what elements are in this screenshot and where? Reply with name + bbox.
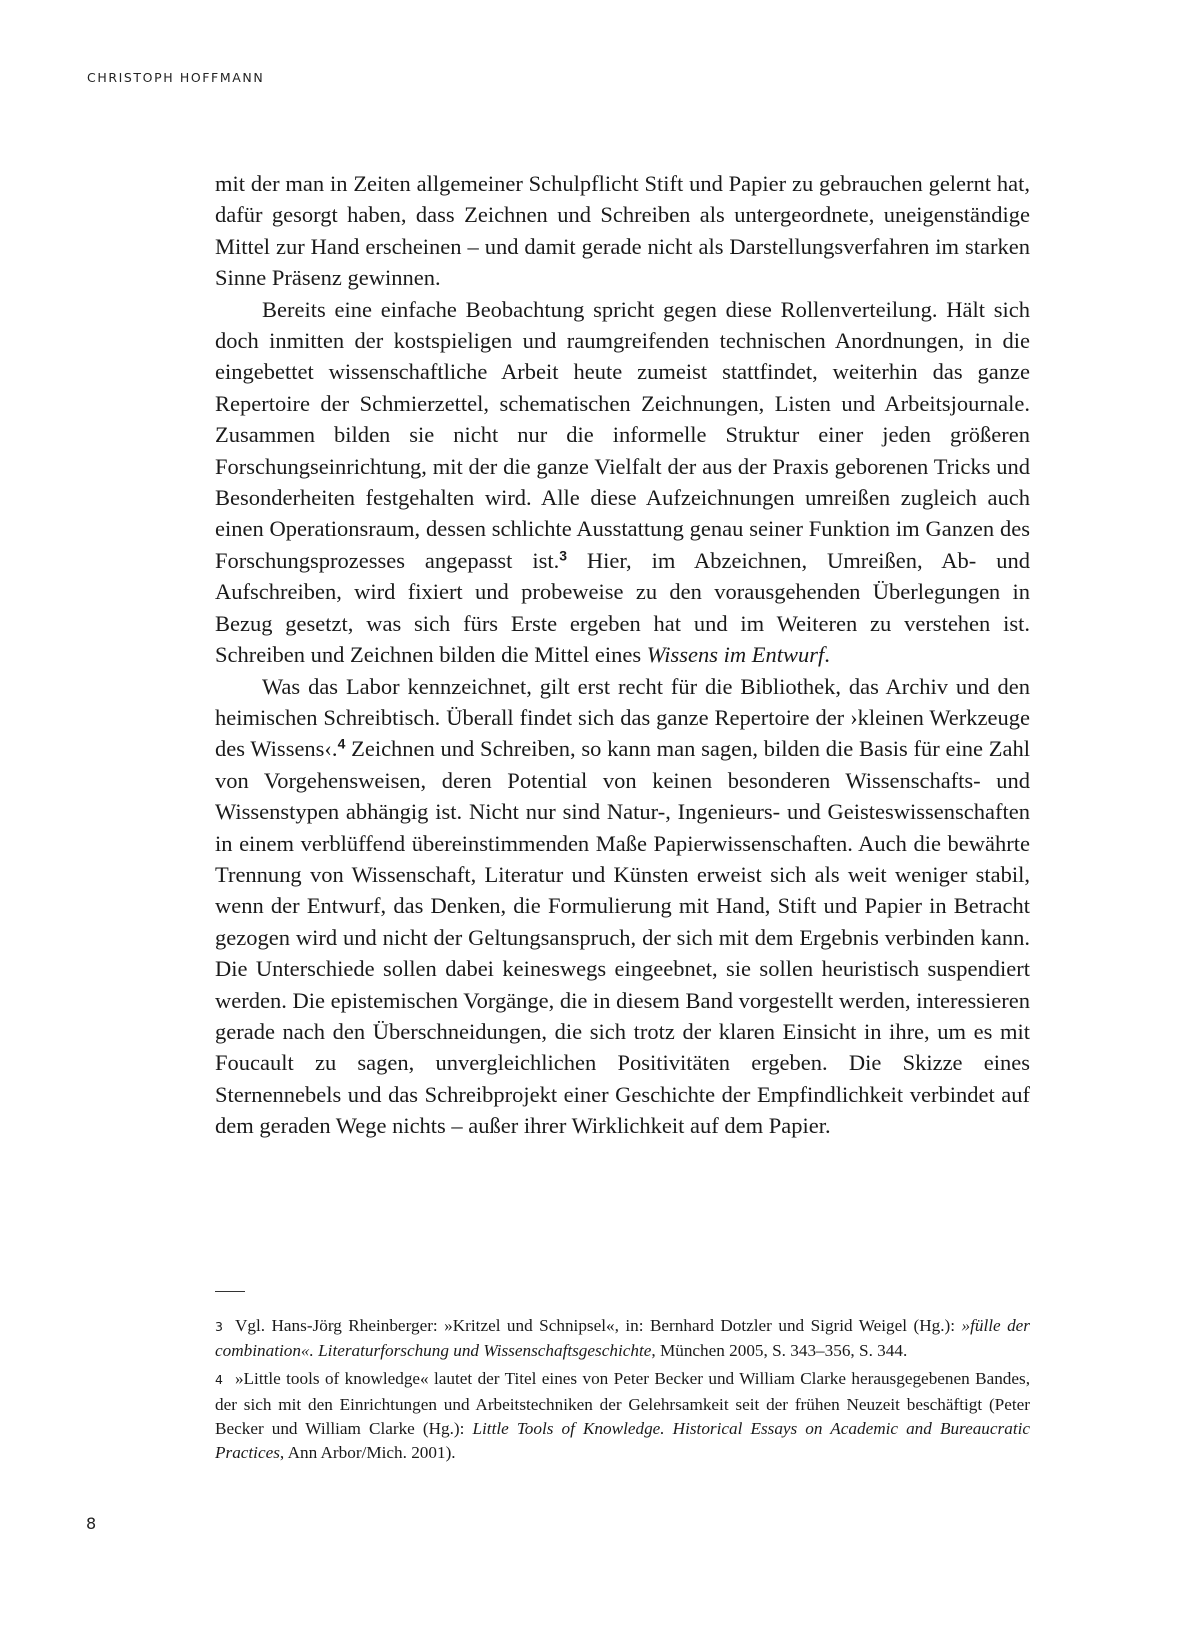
footnote-ref-3[interactable]: 3 bbox=[559, 547, 567, 564]
paragraph-2 bbox=[215, 294, 1030, 671]
footnote-ref-4[interactable]: 4 bbox=[337, 735, 346, 752]
footnote-number: 3 bbox=[215, 1319, 223, 1334]
main-text bbox=[215, 168, 1030, 1142]
paragraph-3-text-b: Zeichnen und Schreiben, so kann man sagen, bilden die Basis für eine Zahl von Vorgehensweisen, deren Potential von keinen besonderen Wissenschafts- und Wissenstypen abhängig ist. Nicht nur sind Natur-, Ingenieurs- und Geisteswissenschaften in einem verblüffend übereinstimmenden Maße Papierwissenschaften. Auch die bewährte Trennung von Wissenschaft, Literatur und Künsten erweist sich als weit weniger stabil, wenn der Entwurf, das Denken, die Formulierung mit Hand, Stift und Papier in Betracht gezogen wird und nicht der Geltungsanspruch, der sich mit dem Ergebnis verbinden kann. Die Unterschiede sollen dabei keineswegs eingeebnet, sie sollen heuristisch suspendiert werden. Die epistemischen Vorgänge, die in diesem Band vorgestellt werden, interessieren gerade nach den Überschneidungen, die sich trotz der klaren Einsicht in ihre, um es mit Foucault zu sagen, unvergleichlichen Positivitäten ergeben. Die Skizze eines Sternennebels und das Schreibprojekt einer Geschichte der Empfindlichkeit verbindet auf dem geraden Wege nichts – außer ihrer Wirklichkeit auf dem Papier. bbox=[215, 736, 1031, 1139]
footnote-3 bbox=[215, 1314, 1030, 1363]
paragraph-3-text-a: Was das Labor kennzeichnet, gilt erst recht für die Bibliothek, das Archiv und den heimischen Schreibtisch. Überall findet sich das ganze Repertoire der ›kleinen Werkzeuge des Wissens‹. bbox=[215, 673, 1030, 762]
paragraph-2-text-a: Bereits eine einfache Beobachtung spricht gegen diese Rollenverteilung. Hält sich doch inmitten der kostspieligen und raumgreifenden technischen Anordnungen, in die eingebettet wissenschaftliche Arbeit heute zumeist stattfindet, weiterhin das ganze Repertoire der Schmierzettel, schematischen Zeichnungen, Listen und Arbeitsjournale. Zusammen bilden sie nicht nur die informelle Struktur einer jeden größeren Forschungseinrichtung, mit der die ganze Vielfalt der aus der Praxis geborenen Tricks und Besonderheiten festgehalten wird. Alle diese Aufzeichnungen umreißen zugleich auch einen Operationsraum, dessen schlichte Ausstattung genau seiner Funktion im Ganzen des Forschungsprozesses angepasst ist. bbox=[215, 296, 1030, 573]
footnote-3-text-b: , München 2005, S. 343–356, S. 344. bbox=[651, 1341, 908, 1361]
paragraph-2-text-b: Hier, im Abzeichnen, Umreißen, Ab- und Aufschreiben, wird fixiert und probeweise zu den vorausgehenden Überlegungen in Bezug gesetzt, was sich fürs Erste ergeben hat und im Weiteren zu verstehen ist. Schreiben und Zeichnen bilden die Mittel eines bbox=[215, 547, 1030, 668]
footnote-4 bbox=[215, 1367, 1030, 1465]
footnote-number: 4 bbox=[215, 1372, 223, 1388]
footnote-4-text-a: »Little tools of knowledge« lautet der Titel eines von Peter Becker und William Clarke herausgegebenen Bandes, der sich mit den Einrichtungen und Arbeitstechniken der Gelehrsamkeit seit der frühen Neuzeit beschäftigt (Peter Becker und William Clarke (Hg.): bbox=[215, 1369, 1030, 1438]
paragraph-3 bbox=[215, 671, 1030, 1142]
footnote-separator bbox=[215, 1291, 245, 1292]
footnote-3-text-a: Vgl. Hans-Jörg Rheinberger: »Kritzel und Schnipsel«, in: Bernhard Dotzler und Sigrid Weigel (Hg.): bbox=[234, 1316, 962, 1335]
paragraph-2-end: . bbox=[824, 642, 830, 668]
paragraph-2-emphasis: Wissens im Entwurf bbox=[646, 642, 825, 668]
paragraph-1: mit der man in Zeiten allgemeiner Schulpflicht Stift und Papier zu gebrauchen gelernt hat, dafür gesorgt haben, dass Zeichnen und Schreiben als untergeordnete, uneigenständige Mittel zur Hand erscheinen – und damit gerade nicht als Darstellungsverfahren im starken Sinne Präsenz gewinnen. bbox=[215, 171, 1030, 291]
footnotes bbox=[215, 1314, 1030, 1469]
footnote-4-text-b: , Ann Arbor/Mich. 2001). bbox=[279, 1443, 456, 1463]
footnote-3-title: »fülle der combination«. Literaturforschung und Wissenschaftsgeschichte bbox=[215, 1316, 1030, 1361]
page-number: 8 bbox=[86, 1514, 97, 1533]
running-head: CHRISTOPH HOFFMANN bbox=[87, 70, 265, 85]
footnote-4-title: Little Tools of Knowledge. Historical Essays on Academic and Bureaucratic Practices bbox=[215, 1418, 1030, 1463]
